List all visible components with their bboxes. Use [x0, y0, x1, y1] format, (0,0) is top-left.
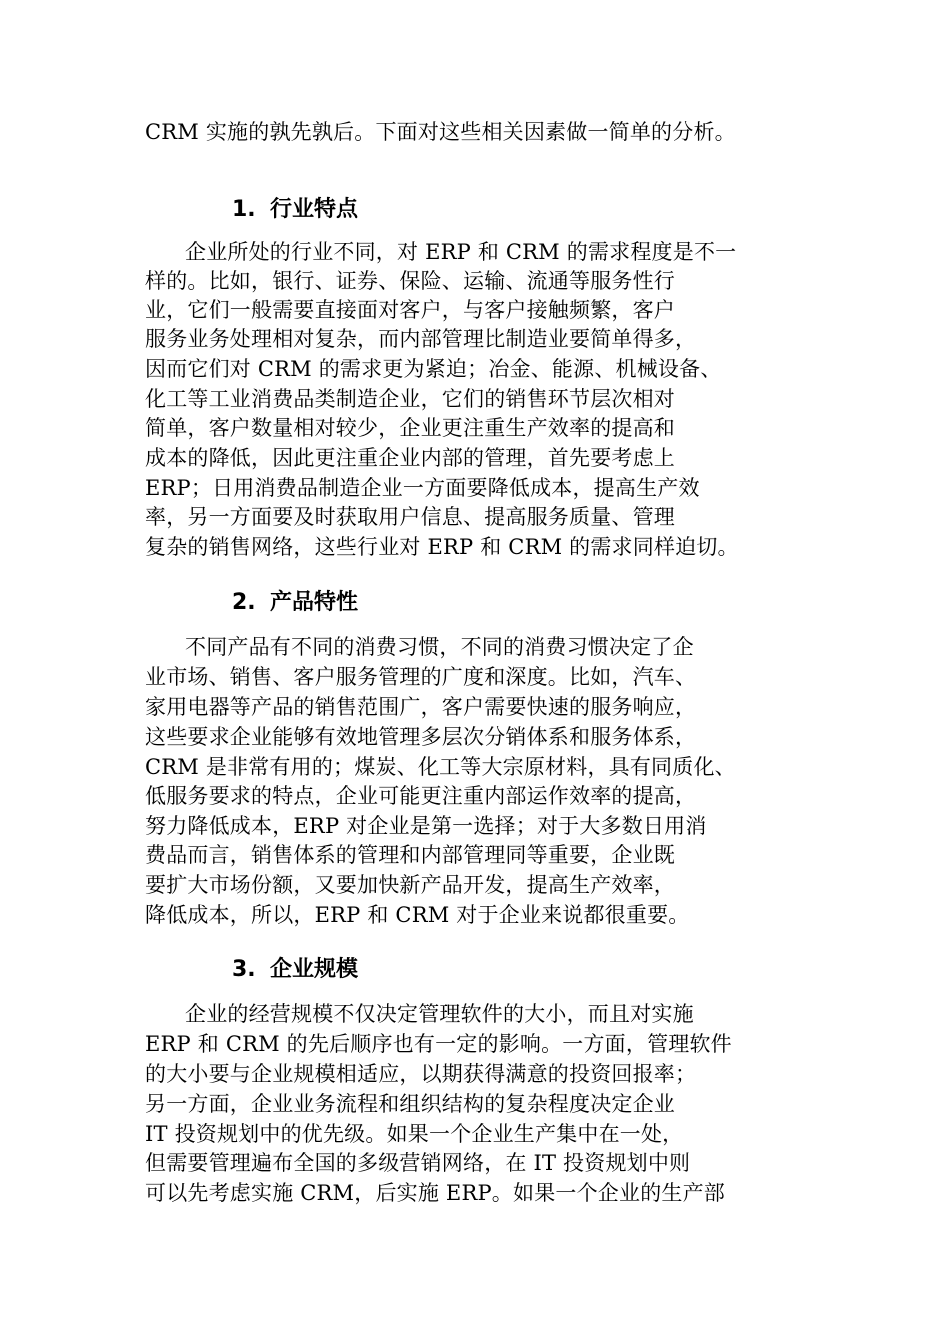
paragraph-line: 但需要管理遍布全国的多级营销网络，在 IT 投资规划中则	[145, 1151, 691, 1175]
paragraph-line: 样的。比如，银行、证券、保险、运输、流通等服务性行	[145, 269, 675, 293]
paragraph-line: 率，另一方面要及时获取用户信息、提高服务质量、管理	[145, 505, 675, 529]
paragraph-line: 不同产品有不同的消费习惯，不同的消费习惯决定了企	[185, 635, 694, 659]
paragraph-line: 业，它们一般需要直接面对客户，与客户接触频繁，客户	[145, 298, 675, 322]
paragraph-line: CRM 是非常有用的；煤炭、化工等大宗原材料，具有同质化、	[145, 755, 736, 779]
paragraph-line: IT 投资规划中的优先级。如果一个企业生产集中在一处，	[145, 1122, 684, 1146]
paragraph-line: 低服务要求的特点，企业可能更注重内部运作效率的提高，	[145, 784, 697, 808]
section-heading-1	[232, 192, 358, 223]
paragraph-line: 费品而言，销售体系的管理和内部管理同等重要，企业既	[145, 843, 675, 867]
paragraph-line: 这些要求企业能够有效地管理多层次分销体系和服务体系，	[145, 725, 697, 749]
section-title: 企业规模	[270, 957, 359, 982]
paragraph-line: 企业所处的行业不同，对 ERP 和 CRM 的需求程度是不一	[185, 240, 737, 264]
paragraph-line: 可以先考虑实施 CRM，后实施 ERP。如果一个企业的生产部	[145, 1181, 726, 1205]
paragraph-line: 家用电器等产品的销售范围广，客户需要快速的服务响应，	[145, 695, 697, 719]
intro-line: CRM 实施的孰先孰后。下面对这些相关因素做一简单的分析。	[145, 120, 736, 144]
section-heading-2	[232, 585, 358, 616]
section-title: 产品特性	[270, 590, 359, 615]
paragraph-line: 要扩大市场份额，又要加快新产品开发，提高生产效率，	[145, 873, 675, 897]
paragraph-line: 化工等工业消费品类制造企业，它们的销售环节层次相对	[145, 387, 675, 411]
section-heading-3	[232, 952, 358, 983]
paragraph-line: 降低成本，所以，ERP 和 CRM 对于企业来说都很重要。	[145, 903, 690, 927]
section-number: 1.	[232, 197, 256, 222]
paragraph-line: 简单，客户数量相对较少，企业更注重生产效率的提高和	[145, 416, 675, 440]
section-number: 2.	[232, 590, 256, 615]
section-title: 行业特点	[270, 197, 359, 222]
paragraph-line: 复杂的销售网络，这些行业对 ERP 和 CRM 的需求同样迫切。	[145, 535, 739, 559]
paragraph-line: 另一方面，企业业务流程和组织结构的复杂程度决定企业	[145, 1092, 675, 1116]
paragraph-line: ERP；日用消费品制造企业一方面要降低成本，提高生产效	[145, 476, 700, 500]
section-number: 3.	[232, 957, 256, 982]
paragraph-line: 服务业务处理相对复杂，而内部管理比制造业要简单得多，	[145, 327, 697, 351]
paragraph-line: ERP 和 CRM 的先后顺序也有一定的影响。一方面，管理软件	[145, 1032, 732, 1056]
paragraph-line: 企业的经营规模不仅决定管理软件的大小，而且对实施	[185, 1002, 694, 1026]
paragraph-line: 的大小要与企业规模相适应，以期获得满意的投资回报率；	[145, 1062, 697, 1086]
paragraph-line: 业市场、销售、客户服务管理的广度和深度。比如，汽车、	[145, 665, 697, 689]
paragraph-line: 因而它们对 CRM 的需求更为紧迫；冶金、能源、机械设备、	[145, 357, 722, 381]
paragraph-line: 成本的降低，因此更注重企业内部的管理，首先要考虑上	[145, 446, 675, 470]
paragraph-line: 努力降低成本，ERP 对企业是第一选择；对于大多数日用消	[145, 814, 707, 838]
